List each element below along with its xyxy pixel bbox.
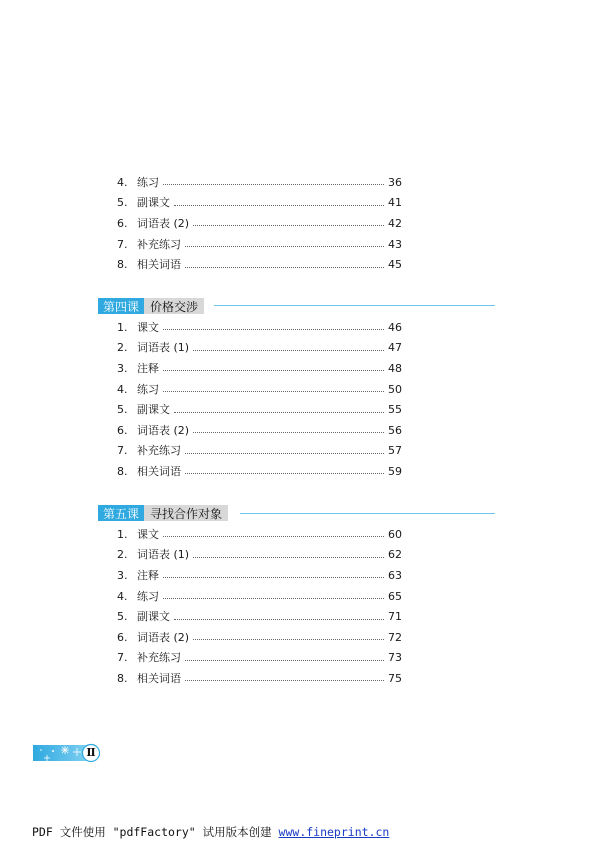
toc-entry-label: 补充练习 [137, 237, 181, 251]
toc-entry-label: 补充练习 [137, 651, 181, 665]
toc-entry-page: 46 [388, 320, 402, 334]
toc-entry-page: 57 [388, 444, 402, 458]
toc-entry-page: 73 [388, 651, 402, 665]
toc-entry-label: 词语表 (2) [137, 216, 190, 230]
toc-entry-label: 练习 [137, 175, 159, 189]
dot-leader [193, 349, 384, 351]
dot-leader [193, 556, 384, 558]
toc-entry-number: 6. [117, 423, 128, 437]
dot-leader [193, 224, 384, 226]
dot-leader [163, 328, 384, 330]
toc-entry[interactable] [117, 193, 402, 214]
dot-leader [185, 679, 384, 681]
toc-entry-page: 63 [388, 568, 402, 582]
chapter-rule [240, 513, 495, 514]
dot-leader [185, 452, 384, 454]
toc-entry-label: 课文 [137, 320, 159, 334]
toc-entry-label: 词语表 (2) [137, 423, 190, 437]
toc-entry[interactable] [117, 627, 402, 648]
toc-entry-page: 59 [388, 464, 402, 478]
footer-text: PDF 文件使用 "pdfFactory" 试用版本创建 [32, 825, 279, 839]
toc-entry-page: 41 [388, 196, 402, 210]
toc-entry-page: 62 [388, 548, 402, 562]
toc-entry-page: 75 [388, 671, 402, 685]
page-number: Ⅱ [86, 746, 96, 759]
toc-entry-label: 注释 [137, 361, 159, 375]
chapter-header-4[interactable] [98, 298, 204, 314]
toc-entry-number: 8. [117, 258, 128, 272]
chapter-title: 价格交涉 [144, 298, 204, 314]
dot-leader [174, 411, 384, 413]
toc-entry[interactable] [117, 338, 402, 359]
toc-entry-number: 6. [117, 216, 128, 230]
chapter-header-5[interactable] [98, 505, 228, 521]
toc-entry-page: 36 [388, 175, 402, 189]
toc-entry-label: 副课文 [137, 403, 170, 417]
toc-entry[interactable] [117, 172, 402, 193]
toc-entry[interactable] [117, 668, 402, 689]
pdf-footer [32, 824, 389, 840]
toc-entry-number: 5. [117, 403, 128, 417]
toc-section-chapter4 [117, 317, 402, 482]
toc-entry-label: 词语表 (2) [137, 630, 190, 644]
toc-section-chapter5 [117, 524, 402, 689]
dot-leader [174, 204, 384, 206]
toc-entry-page: 48 [388, 361, 402, 375]
toc-entry-number: 3. [117, 361, 128, 375]
toc-entry-number: 2. [117, 341, 128, 355]
dot-leader [163, 597, 384, 599]
chapter-rule [214, 305, 495, 306]
dot-leader [185, 245, 384, 247]
toc-entry-label: 相关词语 [137, 671, 181, 685]
toc-entry-page: 72 [388, 630, 402, 644]
dot-leader [193, 638, 384, 640]
toc-entry-page: 43 [388, 237, 402, 251]
toc-entry[interactable] [117, 317, 402, 338]
toc-entry-page: 47 [388, 341, 402, 355]
dot-leader [163, 369, 384, 371]
toc-entry[interactable] [117, 399, 402, 420]
toc-entry-number: 8. [117, 464, 128, 478]
toc-entry-label: 补充练习 [137, 444, 181, 458]
toc-entry-number: 5. [117, 610, 128, 624]
toc-entry-page: 50 [388, 382, 402, 396]
toc-entry-number: 2. [117, 548, 128, 562]
toc-entry-label: 注释 [137, 568, 159, 582]
dot-leader [163, 390, 384, 392]
toc-entry-number: 1. [117, 320, 128, 334]
dot-leader [163, 535, 384, 537]
toc-section-chapter3 [117, 172, 402, 275]
toc-entry-number: 7. [117, 651, 128, 665]
toc-entry-page: 56 [388, 423, 402, 437]
dot-leader [163, 576, 384, 578]
toc-entry-page: 55 [388, 403, 402, 417]
dot-leader [193, 431, 384, 433]
toc-entry-number: 8. [117, 671, 128, 685]
chapter-tag: 第四课 [98, 298, 144, 314]
toc-entry-number: 4. [117, 382, 128, 396]
dot-leader [163, 183, 384, 185]
toc-entry[interactable] [117, 234, 402, 255]
dot-leader [174, 618, 384, 620]
toc-entry[interactable] [117, 461, 402, 482]
toc-entry[interactable] [117, 648, 402, 669]
toc-entry[interactable] [117, 358, 402, 379]
toc-entry-page: 42 [388, 216, 402, 230]
toc-entry[interactable] [117, 545, 402, 566]
dot-leader [185, 266, 384, 268]
toc-entry-number: 7. [117, 237, 128, 251]
toc-entry[interactable] [117, 524, 402, 545]
toc-entry-number: 3. [117, 568, 128, 582]
toc-entry-label: 副课文 [137, 196, 170, 210]
toc-entry[interactable] [117, 441, 402, 462]
toc-entry[interactable] [117, 606, 402, 627]
toc-entry-label: 相关词语 [137, 464, 181, 478]
page-number-badge [33, 742, 101, 764]
toc-entry-label: 练习 [137, 589, 159, 603]
toc-entry-number: 4. [117, 589, 128, 603]
toc-entry-number: 5. [117, 196, 128, 210]
toc-entry[interactable] [117, 213, 402, 234]
toc-entry-number: 1. [117, 527, 128, 541]
chapter-tag: 第五课 [98, 505, 144, 521]
toc-entry[interactable] [117, 586, 402, 607]
toc-entry[interactable] [117, 379, 402, 400]
chapter-title: 寻找合作对象 [144, 505, 228, 521]
toc-entry-label: 词语表 (1) [137, 341, 190, 355]
toc-entry-page: 71 [388, 610, 402, 624]
toc-entry-number: 4. [117, 175, 128, 189]
toc-entry[interactable] [117, 254, 402, 275]
toc-entry[interactable] [117, 420, 402, 441]
toc-entry-label: 相关词语 [137, 258, 181, 272]
toc-entry-label: 副课文 [137, 610, 170, 624]
dot-leader [185, 659, 384, 661]
toc-entry-number: 6. [117, 630, 128, 644]
toc-entry-label: 练习 [137, 382, 159, 396]
toc-entry[interactable] [117, 565, 402, 586]
toc-entry-label: 课文 [137, 527, 159, 541]
toc-entry-number: 7. [117, 444, 128, 458]
dot-leader [185, 472, 384, 474]
toc-entry-page: 60 [388, 527, 402, 541]
toc-entry-label: 词语表 (1) [137, 548, 190, 562]
footer-link[interactable]: www.fineprint.cn [278, 825, 390, 839]
toc-entry-page: 45 [388, 258, 402, 272]
toc-entry-page: 65 [388, 589, 402, 603]
